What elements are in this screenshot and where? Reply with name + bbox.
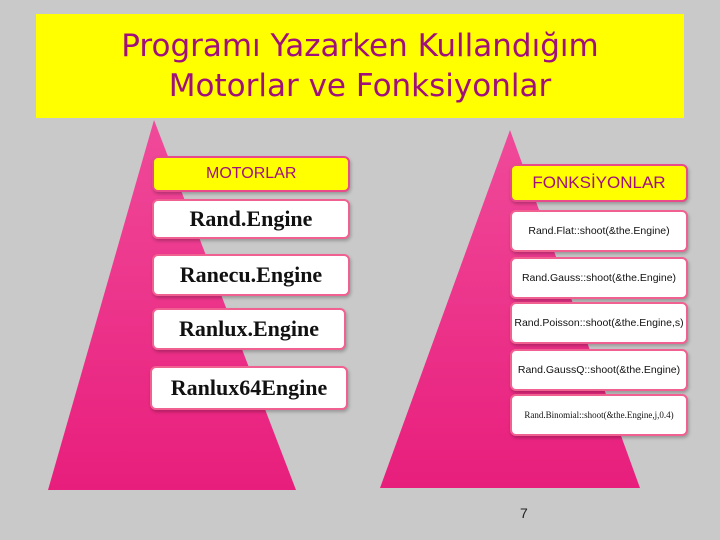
engine-label: Rand.Engine bbox=[189, 206, 313, 231]
function-label: Rand.Flat::shoot(&the.Engine) bbox=[528, 225, 670, 237]
engine-box-ranlux64 bbox=[150, 366, 348, 410]
page-number: 7 bbox=[520, 505, 528, 521]
motorlar-header bbox=[152, 156, 350, 192]
function-box-gaussq bbox=[510, 349, 688, 391]
function-label: Rand.Binomial::shoot(&the.Engine,j,0.4) bbox=[524, 410, 674, 420]
function-box-binomial bbox=[510, 394, 688, 436]
engine-box-ranlux bbox=[152, 308, 346, 350]
motorlar-header-label: MOTORLAR bbox=[206, 165, 297, 182]
title-line-1: Programı Yazarken Kullandığım bbox=[121, 28, 599, 64]
engine-label: Ranlux.Engine bbox=[179, 316, 319, 341]
engine-box-rand bbox=[152, 199, 350, 239]
function-box-flat bbox=[510, 210, 688, 252]
fonksiyonlar-header bbox=[510, 164, 688, 202]
engine-box-ranecu bbox=[152, 254, 350, 296]
function-label: Rand.Poisson::shoot(&the.Engine,s) bbox=[514, 317, 684, 329]
function-box-gauss bbox=[510, 257, 688, 299]
title-line-2: Motorlar ve Fonksiyonlar bbox=[168, 68, 552, 104]
fonksiyonlar-header-label: FONKSİYONLAR bbox=[532, 173, 666, 192]
engine-label: Ranecu.Engine bbox=[179, 262, 323, 287]
function-label: Rand.GaussQ::shoot(&the.Engine) bbox=[517, 364, 681, 376]
function-label: Rand.Gauss::shoot(&the.Engine) bbox=[521, 272, 677, 284]
function-box-poisson bbox=[510, 302, 688, 344]
engine-label: Ranlux64Engine bbox=[170, 375, 328, 400]
